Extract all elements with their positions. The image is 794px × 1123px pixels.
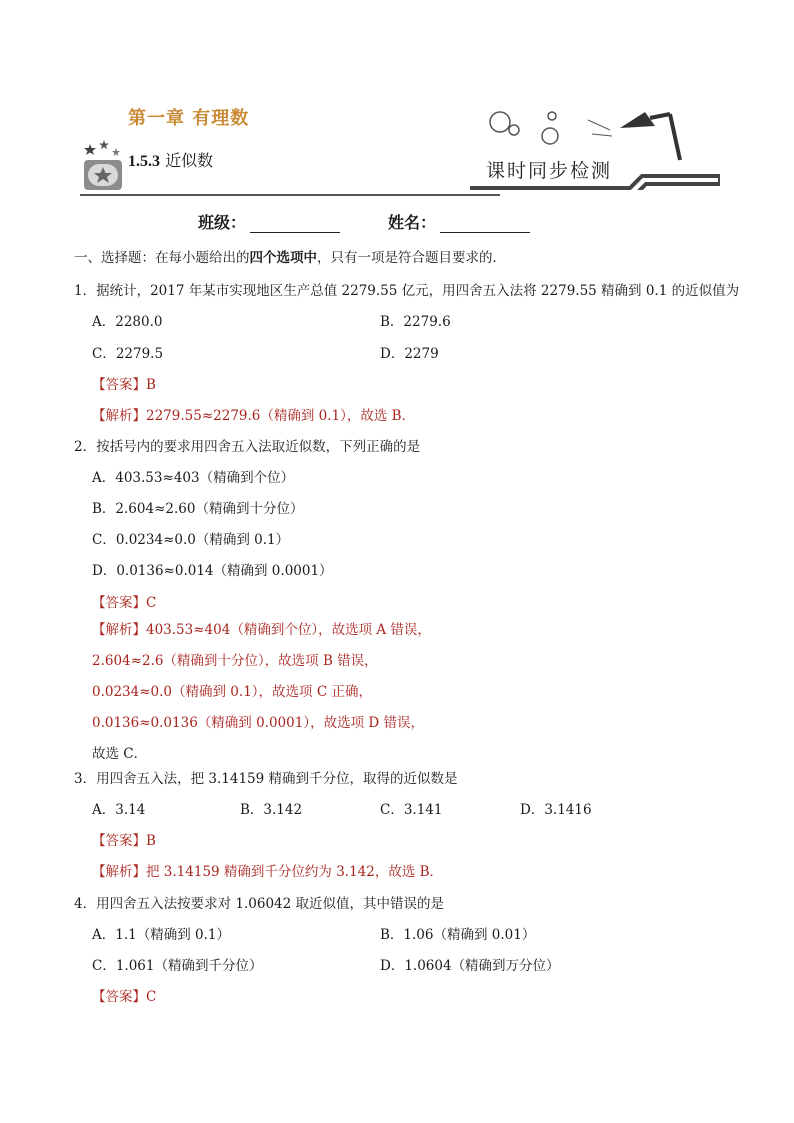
section-number: 1.5.3	[128, 153, 160, 170]
q3-analysis-text: 把 3.14159 精确到千分位约为 3.142，故选 B．	[146, 864, 444, 880]
analysis-label: 【解析】	[92, 622, 146, 638]
name-blank[interactable]	[440, 215, 530, 233]
q2-analysis-line: 2.604≈2.6（精确到十分位），故选项 B 错误，	[92, 653, 378, 669]
answer-label: 【答案】	[92, 989, 146, 1005]
name-field	[388, 210, 530, 233]
section-title	[128, 148, 213, 171]
q2-answer	[92, 591, 156, 611]
q4-answer	[92, 985, 156, 1005]
section-intro	[74, 246, 506, 266]
chapter-title: 第一章 有理数	[128, 108, 250, 129]
q3-option-d: D．3.1416	[520, 802, 592, 818]
q1-option-a: A．2280.0	[92, 314, 163, 330]
class-blank[interactable]	[250, 215, 340, 233]
q4-answer-value: C	[146, 989, 157, 1005]
q1-option-b: B．2279.6	[380, 314, 451, 330]
section-name: 近似数	[165, 151, 214, 170]
intro-bold: 四个选项中	[249, 250, 317, 266]
header-rule	[80, 192, 500, 198]
answer-label: 【答案】	[92, 833, 146, 849]
q2-option-d: D．0.0136≈0.014（精确到 0.0001）	[92, 563, 333, 579]
q3-stem: 3．用四舍五入法，把 3.14159 精确到千分位，取得的近似数是	[74, 771, 458, 787]
q4-option-d: D．1.0604（精确到万分位）	[380, 958, 560, 974]
q1-answer	[92, 373, 156, 393]
q2-analysis-line: 0.0136≈0.0136（精确到 0.0001），故选项 D 错误，	[92, 715, 424, 731]
q4-option-c: C．1.061（精确到千分位）	[92, 958, 263, 974]
q1-option-c: C．2279.5	[92, 346, 164, 362]
q2-option-c: C．0.0234≈0.0（精确到 0.1）	[92, 532, 290, 548]
analysis-label: 【解析】	[92, 864, 146, 880]
q3-option-b: B．3.142	[240, 802, 303, 818]
intro-prefix: 一、选择题：在每小题给出的	[74, 250, 250, 266]
q3-option-c: C．3.141	[380, 802, 443, 818]
q1-option-d: D．2279	[380, 346, 439, 362]
q3-option-a: A．3.14	[92, 802, 146, 818]
q4-option-b: B．1.06（精确到 0.01）	[380, 927, 536, 943]
analysis-label: 【解析】	[92, 408, 146, 424]
star-badge-icon	[80, 138, 126, 192]
q3-answer	[92, 829, 156, 849]
q3-answer-value: B	[146, 833, 156, 849]
answer-label: 【答案】	[92, 595, 146, 611]
class-label: 班级：	[198, 213, 247, 232]
q4-option-a: A．1.1（精确到 0.1）	[92, 927, 230, 943]
q2-answer-value: C	[146, 595, 157, 611]
q1-answer-value: B	[146, 377, 156, 393]
q1-analysis	[92, 404, 415, 424]
banner-title: 课时同步检测	[486, 160, 613, 182]
page-header	[0, 0, 794, 200]
q2-stem: 2．按括号内的要求用四舍五入法取近似数，下列正确的是	[74, 439, 421, 455]
intro-suffix: ，只有一项是符合题目要求的．	[317, 250, 506, 266]
q2-option-b: B．2.604≈2.60（精确到十分位）	[92, 501, 304, 517]
q2-analysis-line: 0.0234≈0.0（精确到 0.1），故选项 C 正确，	[92, 684, 372, 700]
q1-analysis-text: 2279.55≈2279.6（精确到 0.1），故选 B．	[146, 408, 416, 424]
q2-analysis	[92, 618, 431, 638]
q4-stem: 4．用四舍五入法按要求对 1.06042 取近似值，其中错误的是	[74, 896, 444, 912]
q1-stem: 1．据统计，2017 年某市实现地区生产总值 2279.55 亿元，用四舍五入法将 2279.55 精确到 0.1 的近似值为	[74, 283, 740, 299]
answer-label: 【答案】	[92, 377, 146, 393]
class-field	[198, 210, 340, 233]
q2-option-a: A．403.53≈403（精确到个位）	[92, 470, 295, 486]
q3-analysis	[92, 860, 443, 880]
q2-analysis-line: 403.53≈404（精确到个位），故选项 A 错误，	[146, 622, 431, 638]
q2-conclusion: 故选 C．	[92, 746, 148, 762]
name-label: 姓名：	[388, 213, 437, 232]
